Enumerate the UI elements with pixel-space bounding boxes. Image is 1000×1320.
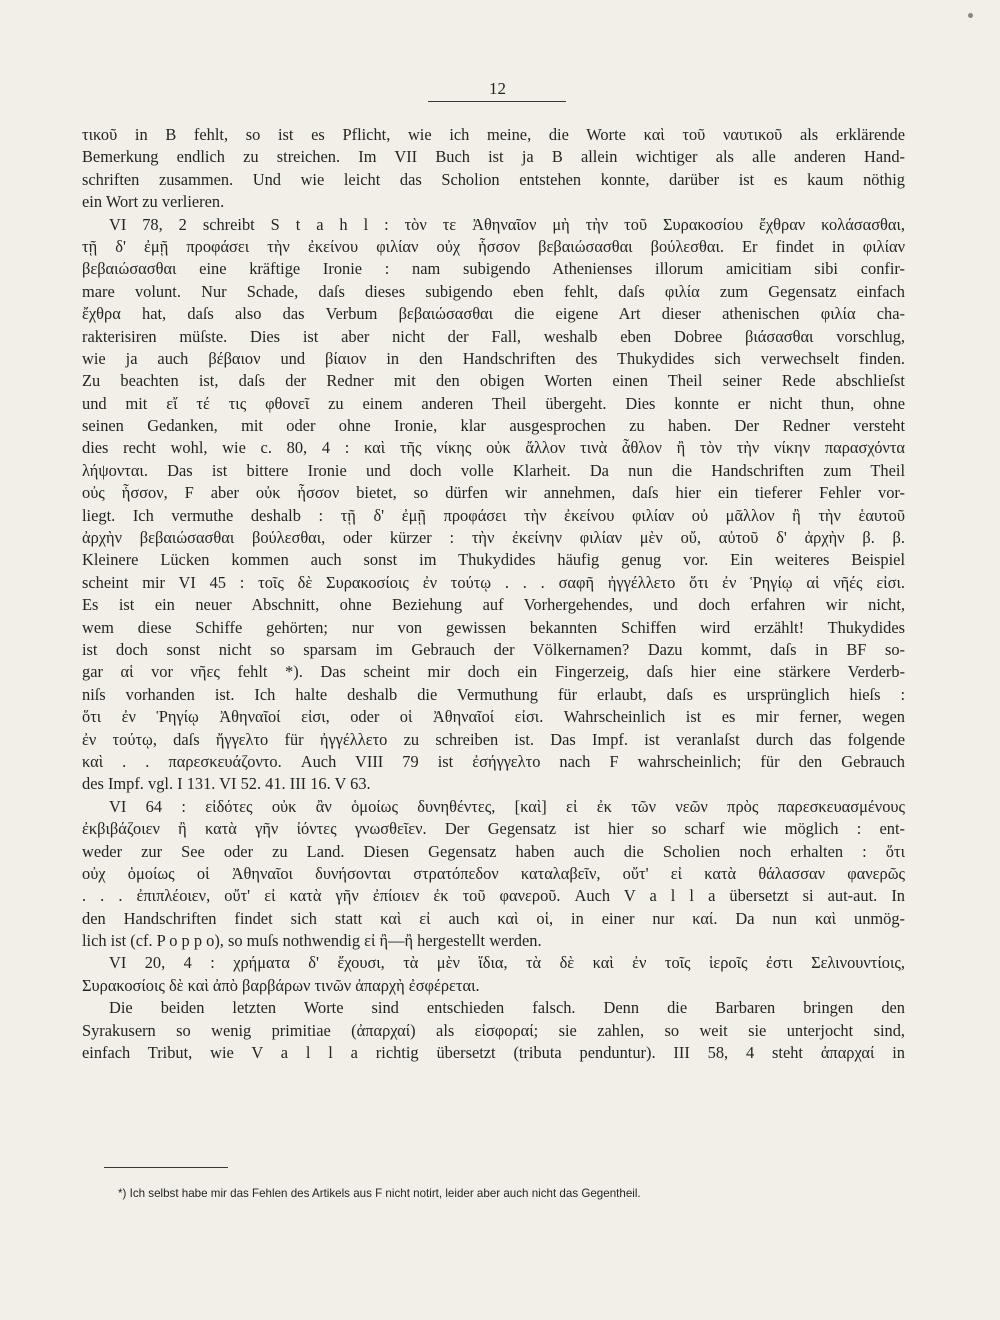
text-line: seinen Gedanken, mit oder ohne Ironie, klar ausgesprochen zu haben. Der Redner versteht bbox=[82, 416, 905, 436]
text-line: VI 64 : εἰδότες οὐκ ἂν ὁμοίως δυνηθέντες, [καὶ] εἰ ἐκ τῶν νεῶν πρὸς παρεσκευασμένους bbox=[109, 796, 905, 816]
text-line: οὐς ἧσσον, F aber οὐκ ἧσσον bietet, so dürfen wir annehmen, daſs hier ein tieferer Fehler vor- bbox=[82, 483, 905, 503]
text-line: VI 78, 2 schreibt S t a h l : τὸν τε Ἀθηναῖον μὴ τὴν τοῦ Συρακοσίου ἔχθραν κολάσασθαι, bbox=[109, 214, 905, 234]
text-line: ist doch sonst nicht so sparsam im Gebrauch der Völkernamen? Dazu kommt, daſs in BF so- bbox=[82, 639, 905, 659]
text-line: . . . ἐπιπλέοιεν, οὔτ' εἰ κατὰ γῆν ἐπίοιεν ἐκ τοῦ φανεροῦ. Auch V a l l a übersetzt si aut-aut. In bbox=[82, 886, 905, 906]
text-line: τῇ δ' ἐμῇ προφάσει τὴν ἐκείνου φιλίαν οὐχ ἧσσον βεβαιώσασθαι βούλεσθαι. Er findet in φιλίαν bbox=[82, 236, 905, 256]
body-text bbox=[82, 124, 905, 1064]
text-line: niſs vorhanden ist. Ich halte deshalb die Vermuthung für erlaubt, daſs es ursprünglich hieſs : bbox=[82, 684, 905, 704]
text-line: weder zur See oder zu Land. Diesen Gegensatz haben auch die Scholien noch erhalten : ὅτι bbox=[82, 841, 905, 861]
text-line: einfach Tribut, wie V a l l a richtig übersetzt (tributa penduntur). III 58, 4 steht ἀπαρχαί in bbox=[82, 1043, 905, 1063]
text-line: Syrakusern so wenig primitiae (ἀπαρχαί) als εἰσφοραί; sie zahlen, so weit sie unterjocht sind, bbox=[82, 1020, 905, 1040]
text-line: οὐχ ὁμοίως οἱ Ἀθηναῖοι δυνήσονται στρατόπεδον καταλαβεῖν, οὔτ' εἰ κατὰ θάλασσαν φανερῶς bbox=[82, 863, 905, 883]
text-line: den Handschriften findet sich statt καὶ εἰ auch καὶ οἱ, in einer nur καί. Da nun καὶ unmög- bbox=[82, 908, 905, 928]
text-line: λήψονται. Das ist bittere Ironie und doch volle Klarheit. Da nun die Handschriften zum Theil bbox=[82, 460, 905, 480]
text-line: dies recht wohl, wie c. 80, 4 : καὶ τῆς νίκης οὐκ ἄλλον τινὰ ἆθλον ἢ τὸν τὴν νίκην παρασχόντα bbox=[82, 438, 905, 458]
text-line: des Impf. vgl. I 131. VI 52. 41. III 16. V 63. bbox=[82, 774, 371, 794]
text-line: VI 20, 4 : χρήματα δ' ἔχουσι, τὰ μὲν ἴδια, τὰ δὲ καὶ ἐν τοῖς ἱεροῖς ἐστι Σελινουντίοις, bbox=[109, 953, 905, 973]
text-line: ὅτι ἐν Ῥηγίῳ Ἀθηναῖοί εἰσι, oder οἱ Ἀθηναῖοί εἰσι. Wahrscheinlich ist es mir ferner, wegen bbox=[82, 707, 905, 727]
text-line: Die beiden letzten Worte sind entschieden falsch. Denn die Barbaren bringen den bbox=[109, 998, 905, 1018]
text-line: ein Wort zu verlieren. bbox=[82, 192, 225, 212]
text-line: ἐκβιβάζοιεν ἢ κατὰ γῆν ἰόντες γνωσθεῖεν. Der Gegensatz ist hier so scharf wie möglich : ent- bbox=[82, 819, 905, 839]
ink-speck bbox=[968, 13, 973, 18]
text-line: liegt. Ich vermuthe deshalb : τῇ δ' ἐμῇ προφάσει τὴν ἐκείνου φιλίαν οὐ μᾶλλον ἢ τὴν ἑαυτοῦ bbox=[82, 505, 905, 525]
text-line: wie ja auch βέβαιον und βίαιον in den Handschriften des Thukydides sich verwechselt finden. bbox=[82, 348, 905, 368]
text-line: schriften zusammen. Und wie leicht das Scholion entstehen konnte, darüber ist es kaum nöthig bbox=[82, 169, 905, 189]
text-line: ἔχθρα hat, daſs also das Verbum βεβαιώσασθαι die eigene Art dieser athenischen φιλία cha- bbox=[82, 304, 905, 324]
text-line: wem diese Schiffe gehörten; nur von gewissen bekannten Schiffen wird erzählt! Thukydides bbox=[82, 617, 905, 637]
page-number: 12 bbox=[489, 79, 506, 98]
text-line: Zu beachten ist, daſs der Redner mit den obigen Worten einen Theil seiner Rede abschlieſst bbox=[82, 371, 905, 391]
text-line: καὶ . . παρεσκευάζοντο. Auch VIII 79 ist ἐσήγγελτο nach F wahrscheinlich; für den Gebrauch bbox=[82, 751, 905, 771]
footnote-rule bbox=[104, 1167, 228, 1168]
text-line: und mit εἴ τέ τις φθονεῖ zu einem anderen Theil übergeht. Dies konnte er nicht thun, ohne bbox=[82, 393, 905, 413]
text-line: ἀρχὴν βεβαιώσασθαι βούλεσθαι, oder kürzer : τὴν ἐκείνην φιλίαν μὲν οὔ, αὐτοῦ δ' ἀρχὴν β. β. bbox=[82, 528, 905, 548]
text-line: βεβαιώσασθαι eine kräftige Ironie : nam subigendo Athenienses illorum amicitiam sibi confir- bbox=[82, 259, 905, 279]
text-line: ἐν τούτῳ, daſs ἤγγελτο für ἠγγέλλετο zu schreiben ist. Das Impf. ist veranlaſst durch das folgende bbox=[82, 729, 905, 749]
text-line: lich ist (cf. P o p p o), so muſs nothwendig εἰ ἢ—ἢ hergestellt werden. bbox=[82, 931, 542, 951]
text-line: rakterisiren müſste. Dies ist aber nicht der Fall, weshalb eben Dobree βιάσασθαι vorschlug, bbox=[82, 326, 905, 346]
text-line: scheint mir VI 45 : τοῖς δὲ Συρακοσίοις ἐν τούτῳ . . . σαφῆ ἠγγέλλετο ὅτι ἐν Ῥηγίῳ αἱ νῆές εἰσι. bbox=[82, 572, 905, 592]
text-line: Kleinere Lücken kommen auch sonst im Thukydides häufig genug vor. Ein weiteres Beispiel bbox=[82, 550, 905, 570]
header-rule bbox=[428, 101, 566, 102]
text-line: Συρακοσίοις δὲ καὶ ἀπὸ βαρβάρων τινῶν ἀπαρχὴ ἐσφέρεται. bbox=[82, 975, 480, 995]
text-line: mare volunt. Nur Schade, daſs dieses subigendo eben fehlt, daſs φιλία zum Gegensatz einfach bbox=[82, 281, 905, 301]
footnote: *) Ich selbst habe mir das Fehlen des Artikels aus F nicht notirt, leider aber auch nicht das Gegentheil. bbox=[118, 1187, 641, 1200]
text-line: τικοῦ in B fehlt, so ist es Pflicht, wie ich meine, die Worte καὶ τοῦ ναυτικοῦ als erklärende bbox=[82, 125, 905, 144]
text-line: gar αἱ vor νῆες fehlt *). Das scheint mir doch ein Fingerzeig, daſs hier eine stärkere Verderb- bbox=[82, 662, 905, 682]
text-line: Bemerkung endlich zu streichen. Im VII Buch ist ja B allein wichtiger als alle anderen Hand- bbox=[82, 147, 905, 167]
text-line: Es ist ein neuer Abschnitt, ohne Beziehung auf Vorhergehendes, und doch erfahren wir nicht, bbox=[82, 595, 905, 615]
